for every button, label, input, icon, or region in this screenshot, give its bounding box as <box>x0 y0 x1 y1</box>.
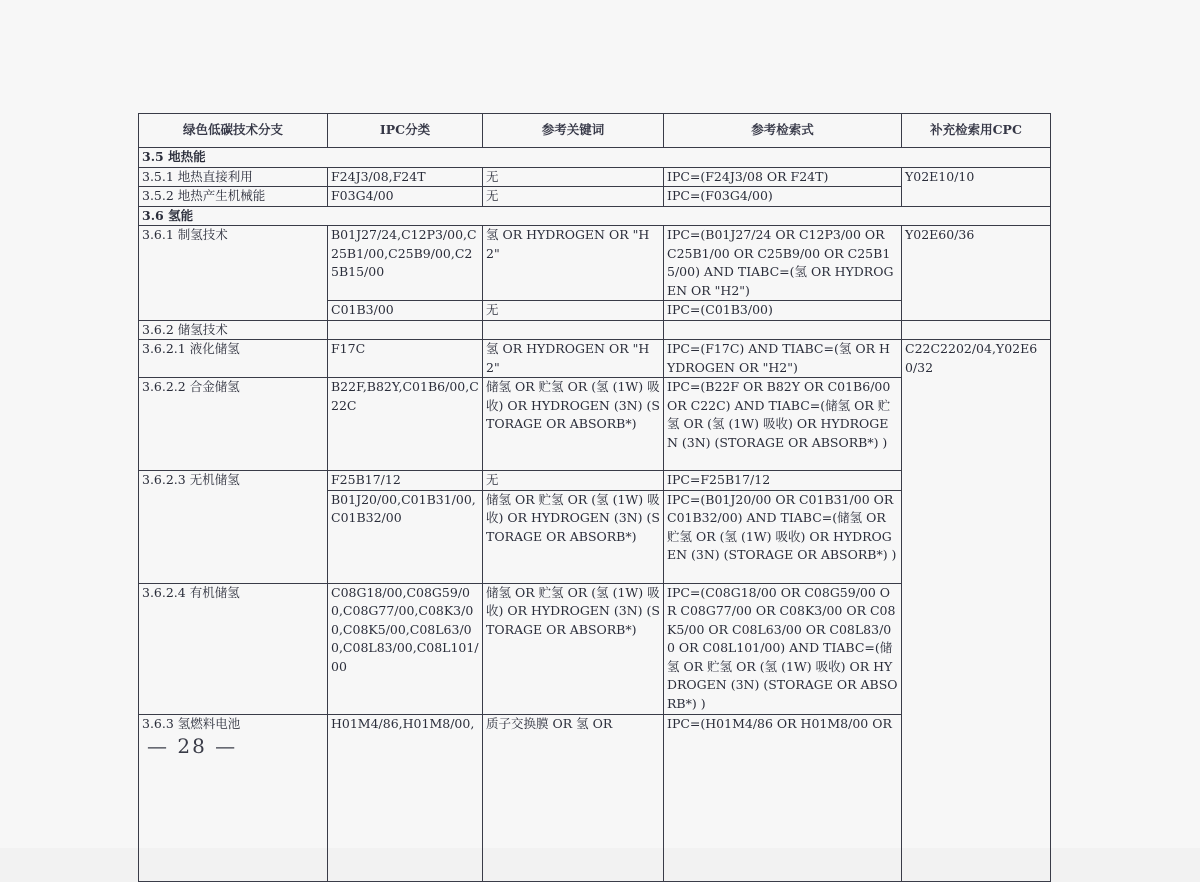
keyword-cell: 储氢 OR 贮氢 OR (氢 (1W) 吸收) OR HYDROGEN (3N) (STORAGE OR ABSORB*) <box>483 378 664 471</box>
query-cell: IPC=(C08G18/00 OR C08G59/00 OR C08G77/00 OR C08K3/00 OR C08K5/00 OR C08L63/00 OR C08L83/00 OR C08L101/00) AND TIABC=(储氢 OR 贮氢 OR (氢 (1W) 吸收) OR HYDROGEN (3N) (STORAGE OR ABSORB*) ) <box>664 583 902 714</box>
ipc-cell: B22F,B82Y,C01B6/00,C22C <box>328 378 483 471</box>
branch-cell: 3.6.2.4 有机储氢 <box>139 583 328 714</box>
table-row <box>139 320 1051 340</box>
table-row <box>139 167 1051 187</box>
keyword-cell: 无 <box>483 471 664 491</box>
ipc-cell: F24J3/08,F24T <box>328 167 483 187</box>
empty-cell <box>328 320 483 340</box>
cpc-cell: C22C2202/04,Y02E60/32 <box>902 340 1051 882</box>
ipc-cell: B01J27/24,C12P3/00,C25B1/00,C25B9/00,C25B15/00 <box>328 226 483 301</box>
ipc-cell: H01M4/86,H01M8/00, <box>328 714 483 882</box>
keyword-cell: 储氢 OR 贮氢 OR (氢 (1W) 吸收) OR HYDROGEN (3N) (STORAGE OR ABSORB*) <box>483 583 664 714</box>
section-title: 3.6 氢能 <box>139 206 1051 226</box>
keyword-cell: 无 <box>483 187 664 207</box>
ipc-cell: C01B3/00 <box>328 301 483 321</box>
table-row <box>139 226 1051 301</box>
ipc-cell: F17C <box>328 340 483 378</box>
ipc-cell: F03G4/00 <box>328 187 483 207</box>
header-ipc: IPC分类 <box>328 114 483 148</box>
query-cell: IPC=(F03G4/00) <box>664 187 902 207</box>
empty-cell <box>902 320 1051 340</box>
query-cell: IPC=(B01J27/24 OR C12P3/00 OR C25B1/00 OR C25B9/00 OR C25B15/00) AND TIABC=(氢 OR HYDROGEN OR "H2") <box>664 226 902 301</box>
keyword-cell: 质子交换膜 OR 氢 OR <box>483 714 664 882</box>
query-cell: IPC=(F24J3/08 OR F24T) <box>664 167 902 187</box>
header-row <box>139 114 1051 148</box>
section-title: 3.5 地热能 <box>139 148 1051 168</box>
header-branch: 绿色低碳技术分支 <box>139 114 328 148</box>
header-keywords: 参考关键词 <box>483 114 664 148</box>
subsection-title: 3.6.2 储氢技术 <box>139 320 328 340</box>
cpc-cell: Y02E10/10 <box>902 167 1051 206</box>
branch-cell: 3.6.3 氢燃料电池 <box>139 714 328 882</box>
table-row <box>139 340 1051 378</box>
query-cell: IPC=(F17C) AND TIABC=(氢 OR HYDROGEN OR "H2") <box>664 340 902 378</box>
section-row <box>139 206 1051 226</box>
page-number: — 28 — <box>147 734 238 758</box>
branch-cell: 3.6.2.1 液化储氢 <box>139 340 328 378</box>
query-cell: IPC=(B22F OR B82Y OR C01B6/00 OR C22C) AND TIABC=(储氢 OR 贮氢 OR (氢 (1W) 吸收) OR HYDROGEN (3N) (STORAGE OR ABSORB*) ) <box>664 378 902 471</box>
ipc-cell: C08G18/00,C08G59/00,C08G77/00,C08K3/00,C08K5/00,C08L63/00,C08L83/00,C08L101/00 <box>328 583 483 714</box>
keyword-cell: 氢 OR HYDROGEN OR "H2" <box>483 340 664 378</box>
keyword-cell: 无 <box>483 301 664 321</box>
query-cell: IPC=F25B17/12 <box>664 471 902 491</box>
keyword-cell: 无 <box>483 167 664 187</box>
header-cpc: 补充检索用CPC <box>902 114 1051 148</box>
ipc-cell: B01J20/00,C01B31/00,C01B32/00 <box>328 490 483 583</box>
branch-cell: 3.6.2.3 无机储氢 <box>139 471 328 584</box>
empty-cell <box>483 320 664 340</box>
header-query: 参考检索式 <box>664 114 902 148</box>
branch-cell: 3.6.1 制氢技术 <box>139 226 328 321</box>
query-cell: IPC=(C01B3/00) <box>664 301 902 321</box>
branch-cell: 3.5.1 地热直接利用 <box>139 167 328 187</box>
query-cell: IPC=(B01J20/00 OR C01B31/00 OR C01B32/00) AND TIABC=(储氢 OR 贮氢 OR (氢 (1W) 吸收) OR HYDROGEN (3N) (STORAGE OR ABSORB*) ) <box>664 490 902 583</box>
section-row <box>139 148 1051 168</box>
empty-cell <box>664 320 902 340</box>
branch-cell: 3.6.2.2 合金储氢 <box>139 378 328 471</box>
branch-cell: 3.5.2 地热产生机械能 <box>139 187 328 207</box>
ipc-cell: F25B17/12 <box>328 471 483 491</box>
keyword-cell: 氢 OR HYDROGEN OR "H2" <box>483 226 664 301</box>
keyword-cell: 储氢 OR 贮氢 OR (氢 (1W) 吸收) OR HYDROGEN (3N) (STORAGE OR ABSORB*) <box>483 490 664 583</box>
cpc-cell: Y02E60/36 <box>902 226 1051 321</box>
query-cell: IPC=(H01M4/86 OR H01M8/00 OR <box>664 714 902 882</box>
reference-table <box>138 113 1051 882</box>
